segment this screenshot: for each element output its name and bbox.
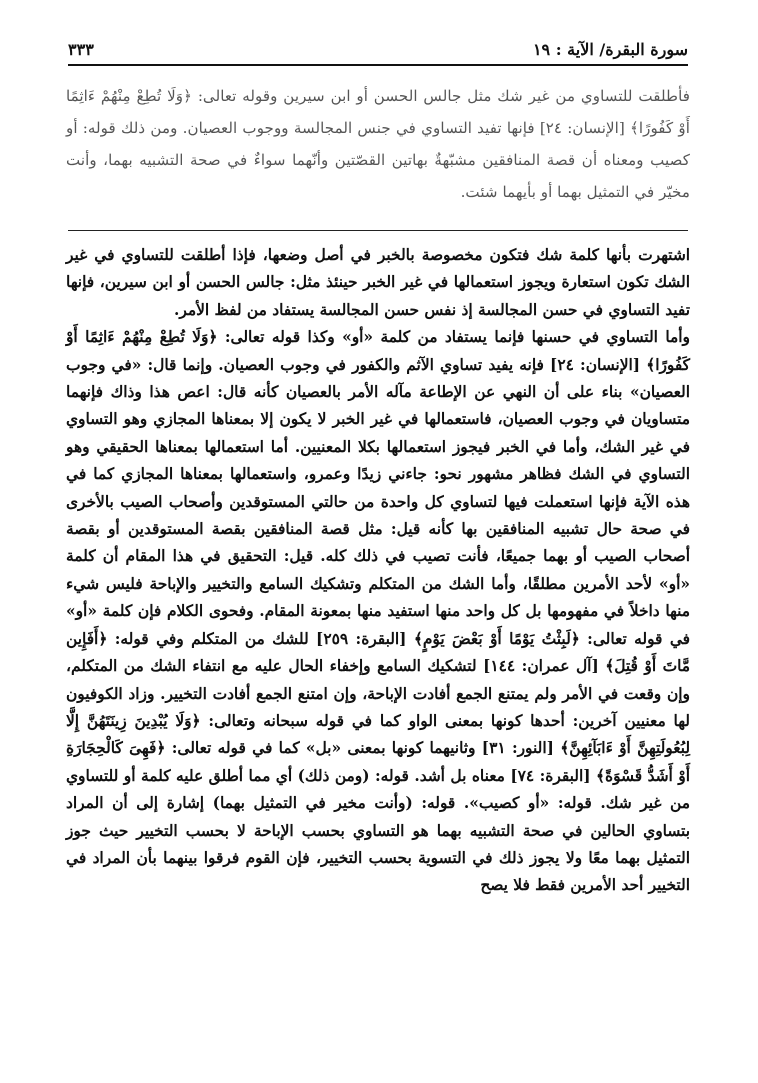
gloss-paragraph: وأما التساوي في حسنها فإنما يستفاد من كلمة «أو» وكذا قوله تعالى: ﴿وَلَا تُطِعْ مِنْهُمْ ءَاثِمًا أَوْ كَفُورًا﴾ [الإنسان: ٢٤] فإنه يفيد تساوي الآثم والكفور في وجوب العصيان. وإنما قال: «في وجوب العصيان» بناء على أن النهي عن الإطاعة مآله الأمر بالعصيان كأنه قال: اعص هذا وذاك فإنهما متساويان في وجوب العصيان، فاستعمالها في غير الخبر لا يكون إلا بمعناها المجازي وهو التساوي في غير الشك، وأما في الخبر فيجوز استعمالها بكلا المعنيين. أما استعمالها بمعناها الحقيقي وهو التساوي في الشك فظاهر مشهور نحو: جاءني زيدًا وعمرو، واستعمالها بمعناها المجازي كما في هذه الآية فإنها استعملت فيها لتساوي كل واحدة من حالتي المستوقدين وأصحاب الصيب بالأخرى في صحة حال تشبيه المنافقين بها كأنه قيل: مثل قصة المنافقين بقصة المستوقدين أو بقصة أصحاب الصيب أو بهما جميعًا، فأنت تصيب في ذلك كله. قيل: التحقيق في هذا المقام أن كلمة «أو» لأحد الأمرين مطلقًا، وأما الشك من المتكلم وتشكيك السامع والتخيير والإباحة فليس شيء منها داخلاً في مفهومها بل كل واحد منها استفيد منها بمعونة المقام. وفحوى الكلام فإن كلمة «أو» في قوله تعالى: ﴿لَبِثْتُ يَوْمًا أَوْ بَعْضَ يَوْمٍ﴾ [البقرة: ٢٥٩] للشك من المتكلم وفي قوله: ﴿أَفَإِين مَّاتَ أَوْ قُتِلَ﴾ [آل عمران: ١٤٤] لتشكيك السامع وإخفاء الحال عليه مع انتفاء الشك من المتكلم، وإن وقعت في الأمر ولم يمتنع الجمع أفادت الإباحة، وإن امتنع الجمع أفادت التخيير. وزاد الكوفيون لها معنيين آخرين: أحدها كونها بمعنى الواو كما في قوله سبحانه وتعالى: ﴿وَلَا يُبْدِينَ زِينَتَهُنَّ إِلَّا لِبُعُولَتِهِنَّ أَوْ ءَابَآئِهِنَّ﴾ [النور: ٣١] وثانيهما كونها بمعنى «بل» كما في قوله تعالى: ﴿فَهِىَ كَالْحِجَارَةِ أَوْ أَشَدُّ قَسْوَةً﴾ [البقرة: ٧٤] معناه بل أشد. قوله: (ومن ذلك) أي مما أطلق عليه كلمة أو للتساوي من غير شك. قوله: «أو كصيب». قوله: (وأنت مخير في التمثيل بهما) إشارة إلى أن المراد بتساوي الحالين في صحة التشبيه بهما هو التساوي بحسب الإباحة لا بحسب التخيير حيث جوز التمثيل بهما معًا ولا يجوز ذلك في التسوية بحسب التخيير، فإن القوم فرقوا بينهما بأن المراد في التخيير أحد الأمرين فقط فلا يصح <box>66 328 691 895</box>
verse-commentary <box>66 80 690 208</box>
section-divider <box>68 230 688 231</box>
gloss-section <box>66 242 690 900</box>
page-header <box>68 36 688 62</box>
verse-commentary-text: فأطلقت للتساوي من غير شك مثل جالس الحسن أو ابن سيرين وقوله تعالى: ﴿وَلَا تُطِعْ مِنْهُمْ ءَاثِمًا أَوْ كَفُورًا﴾ [الإنسان: ٢٤] فإنها تفيد التساوي في جنس المجالسة ووجوب العصيان. ومن ذلك قوله: أو كصيب ومعناه أن قصة المنافقين مشبّهةٌ بهاتين القصّتين وأنّهما سواءٌ في صحة التشبيه بهما، وأنت مخيّر في التمثيل بهما أو بأيهما شئت. <box>66 87 690 201</box>
page-number: ٣٣٣ <box>68 39 94 59</box>
gloss-paragraph: اشتهرت بأنها كلمة شك فتكون مخصوصة بالخبر في أصل وضعها، فإذا أطلقت للتساوي في غير الشك تكون استعارة ويجوز استعمالها في غير الخبر حينئذ مثل: جالس الحسن أو ابن سيرين، فإنها تفيد التساوي في حسن المجالسة إذ نفس حسن المجالسة يستفاد من لفظ الأمر. <box>66 246 690 319</box>
running-title: سورة البقرة/ الآية : ١٩ <box>532 39 688 59</box>
header-rule <box>68 64 688 66</box>
